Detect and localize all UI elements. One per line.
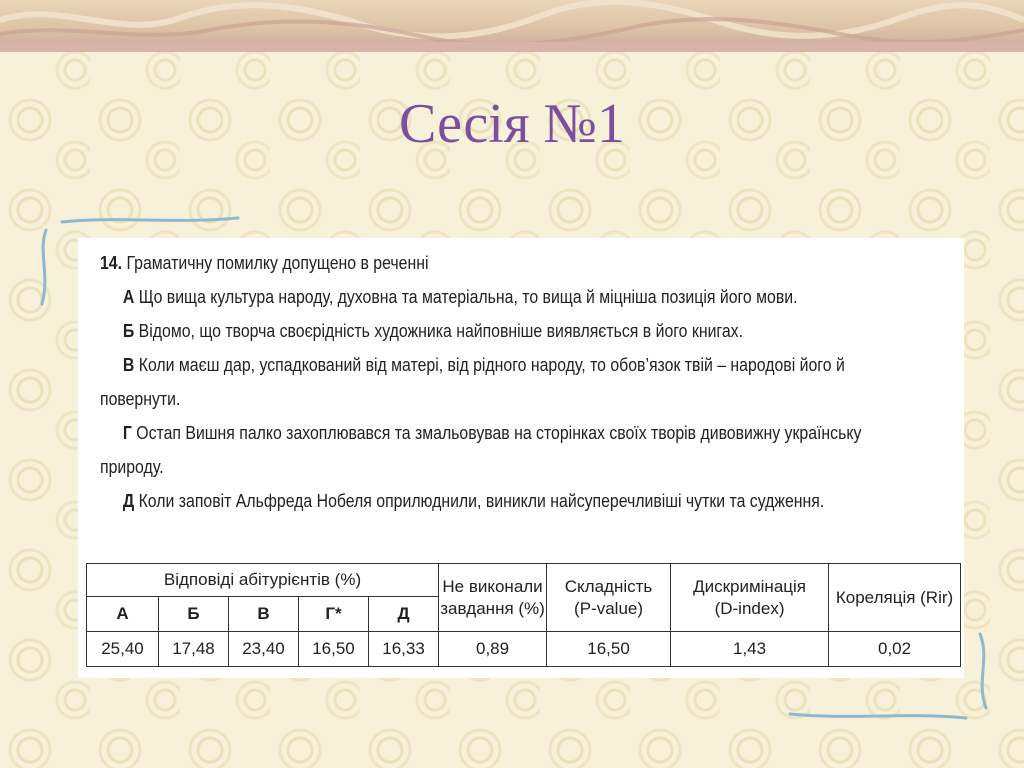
table-row xyxy=(87,632,961,667)
value-h: 16,50 xyxy=(299,632,369,667)
discrimination-header-line1: Дискримінація xyxy=(693,576,806,596)
value-b: 17,48 xyxy=(159,632,229,667)
difficulty-header-line1: Складність xyxy=(564,576,653,596)
question-prompt: Граматичну помилку допущено в реченні xyxy=(126,253,429,273)
results-table xyxy=(86,563,961,667)
option-d xyxy=(100,484,839,518)
option-a xyxy=(100,280,839,314)
option-letter: А xyxy=(122,287,135,307)
value-a: 25,40 xyxy=(87,632,159,667)
answers-group-header: Відповіді абітурієнтів (%) xyxy=(87,564,439,597)
value-discrimination: 1,43 xyxy=(671,632,829,667)
option-letter: В xyxy=(122,355,135,375)
discrimination-header xyxy=(671,564,829,632)
answer-header-v: В xyxy=(229,597,299,632)
value-d: 16,33 xyxy=(369,632,439,667)
difficulty-header-line2: (P-value) xyxy=(574,598,644,618)
option-v xyxy=(100,348,845,382)
option-h xyxy=(100,416,862,450)
value-difficulty: 16,50 xyxy=(547,632,671,667)
option-letter: Б xyxy=(122,321,135,341)
not-done-header-line1: Не виконали xyxy=(442,576,543,596)
answer-header-d: Д xyxy=(369,597,439,632)
option-text: Що вища культура народу, духовна та матеріальна, то вища й міцніша позиція його мови. xyxy=(138,287,798,307)
question-block xyxy=(100,246,862,518)
question-image-panel xyxy=(78,238,964,678)
not-done-header-line2: завдання (%) xyxy=(440,598,545,618)
option-letter: Г xyxy=(122,423,132,443)
option-text: Коли маєш дар, успадкований від матері, від рідного народу, то обов’язок твій – народові його й xyxy=(138,355,845,375)
option-v-continuation: повернути. xyxy=(100,389,181,409)
answer-header-b: Б xyxy=(159,597,229,632)
slide-title: Сесія №1 xyxy=(399,93,625,155)
answer-header-h: Г* xyxy=(299,597,369,632)
band-swirl-pattern xyxy=(0,0,1024,48)
value-v: 23,40 xyxy=(229,632,299,667)
top-band-edge xyxy=(0,42,1024,52)
option-b xyxy=(100,314,839,348)
question-number: 14. xyxy=(100,253,123,273)
top-decorative-band xyxy=(0,0,1024,48)
value-not-done: 0,89 xyxy=(439,632,547,667)
option-text: Відомо, що творча своєрідність художника найповніше виявляється в його книгах. xyxy=(138,321,743,341)
discrimination-header-line2: (D-index) xyxy=(714,598,785,618)
option-text: Коли заповіт Альфреда Нобеля оприлюднили, виникли найсуперечливіші чутки та судження. xyxy=(138,491,825,511)
not-done-header xyxy=(439,564,547,632)
difficulty-header xyxy=(547,564,671,632)
correlation-header: Кореляція (Rir) xyxy=(829,564,961,632)
option-h-continuation: природу. xyxy=(100,457,164,477)
question-prompt-line xyxy=(100,246,839,280)
value-correlation: 0,02 xyxy=(829,632,961,667)
answer-header-a: А xyxy=(87,597,159,632)
option-letter: Д xyxy=(122,491,135,511)
option-text: Остап Вишня палко захоплювався та змальовував на сторінках своїх творів дивовижну українську xyxy=(136,423,862,443)
